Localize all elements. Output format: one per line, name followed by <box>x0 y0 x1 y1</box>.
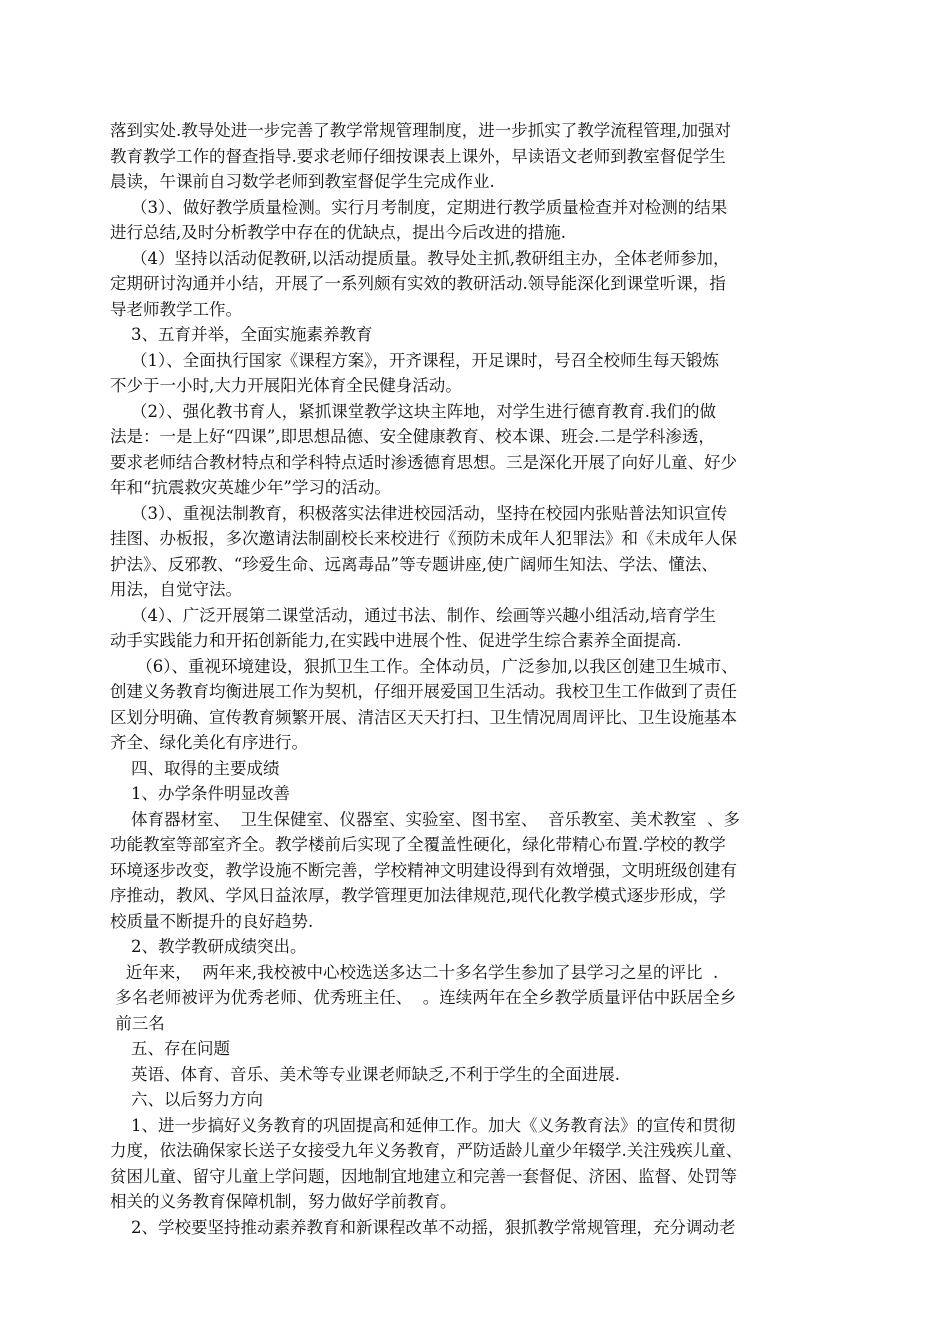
text-line: 区划分明确、宣传教育频繁开展、清洁区天天打扫、卫生情况周周评比、卫生设施基本 <box>110 707 737 727</box>
text-line: 功能教室等部室齐全。教学楼前后实现了全覆盖性硬化，绿化带精心布置.学校的教学 <box>110 835 726 854</box>
text-line: 法是：一是上好“四课”,即思想品德、安全健康教育、校本课、班会.二是学科渗透， <box>110 427 715 446</box>
text-line: 英语、体育、音乐、美术等专业课老师缺乏,不利于学生的全面进展. <box>110 1064 620 1084</box>
text-line: 进行总结,及时分析教学中存在的优缺点，提出今后改进的措施. <box>110 223 566 242</box>
subsection-heading: 2、教学教研成绩突出。 <box>110 937 307 956</box>
text-line: 导老师教学工作。 <box>110 299 242 319</box>
text-line: 年和“抗震救灾英雄少年”学习的活动。 <box>110 478 391 497</box>
text-line: 前三名 <box>110 1013 165 1033</box>
document-page <box>110 118 850 1240</box>
text-line: 要求老师结合教材特点和学科特点适时渗透德育思想。三是深化开展了向好儿童、好少 <box>110 452 737 472</box>
text-line: 晨读，午课前自习数学老师到教室督促学生完成作业. <box>110 172 495 191</box>
text-line: 近年来， 两年来,我校被中心校选送多达二十多名学生参加了县学习之星的评比 . <box>110 962 719 982</box>
text-line: 定期研讨沟通并小结，开展了一系列颇有实效的教研活动.领导能深化到课堂听课，指 <box>110 274 726 293</box>
text-line: 相关的义务教育保障机制，努力做好学前教育。 <box>110 1192 457 1211</box>
text-line: 贫困儿童、留守儿童上学问题，因地制宜地建立和完善一套督促、济困、监督、处罚等 <box>110 1166 737 1186</box>
text-line: （3）、做好教学质量检测。实行月考制度，定期进行教学质量检查并对检测的结果 <box>110 197 728 217</box>
text-line: 校质量不断提升的良好趋势. <box>110 911 314 931</box>
text-line: （3）、重视法制教育，积极落实法律进校园活动，坚持在校园内张贴普法知识宣传 <box>110 503 728 523</box>
section-heading: 3、五育并举，全面实施素养教育 <box>110 325 373 344</box>
text-line: 挂图、办板报，多次邀请法制副校长来校进行《预防未成年人犯罪法》和《未成年人保 <box>110 529 737 548</box>
text-line: （4）、广泛开展第二课堂活动，通过书法、制作、绘画等兴趣小组活动,培育学生 <box>110 605 716 625</box>
text-line: 2、学校要坚持推动素养教育和新课程改革不动摇，狠抓教学常规管理，充分调动老 <box>110 1217 736 1237</box>
text-line: 护法》、反邪教、“珍爱生命、远离毒品”等专题讲座,使广阔师生知法、学法、懂法、 <box>110 554 718 574</box>
text-line: 不少于一小时,大力开展阳光体育全民健身活动。 <box>110 376 462 395</box>
text-line: 1、进一步搞好义务教育的巩固提高和延伸工作。加大《义务教育法》的宣传和贯彻 <box>110 1115 736 1135</box>
section-heading: 五、存在问题 <box>110 1039 230 1058</box>
text-line: （1）、全面执行国家《课程方案》，开齐课程，开足课时，号召全校师生每天锻炼 <box>110 350 719 370</box>
text-line: 动手实践能力和开拓创新能力,在实践中进展个性、促进学生综合素养全面提高. <box>110 631 682 650</box>
text-line: 用法，自觉守法。 <box>110 580 242 599</box>
text-line: （4）坚持以活动促教研,以活动提质量。教导处主抓,教研组主办，全体老师参加， <box>110 248 730 268</box>
text-line: 体育器材室、 卫生保健室、仪器室、实验室、图书室、 音乐教室、美术教室 、多 <box>110 809 740 829</box>
text-line: （6）、重视环境建设，狠抓卫生工作。全体动员，广泛参加,以我区创建卫生城市、 <box>110 656 738 676</box>
text-line: 环境逐步改变，教学设施不断完善，学校精神文明建设得到有效增强，文明班级创建有 <box>110 860 737 880</box>
text-line: 教育教学工作的督查指导.要求老师仔细按课表上课外，早读语文老师到教室督促学生 <box>110 146 726 166</box>
section-heading: 四、取得的主要成绩 <box>110 758 280 778</box>
text-line: 多名老师被评为优秀老师、优秀班主任、 。连续两年在全乡教学质量评估中跃居全乡 <box>110 988 737 1007</box>
text-line: 序推动，教风、学风日益浓厚，教学管理更加法律规范,现代化教学模式逐步形成，学 <box>110 886 726 905</box>
text-line: 创建义务教育均衡进展工作为契机，仔细开展爱国卫生活动。我校卫生工作做到了责任 <box>110 682 737 701</box>
text-line: 齐全、绿化美化有序进行。 <box>110 733 308 752</box>
text-line: 落到实处.教导处进一步完善了教学常规管理制度，进一步抓实了教学流程管理,加强对 <box>110 121 731 140</box>
text-line: 力度，依法确保家长送子女接受九年义务教育，严防适龄儿童少年辍学.关注残疾儿童、 <box>110 1141 743 1160</box>
section-heading: 六、以后努力方向 <box>110 1090 263 1109</box>
subsection-heading: 1、办学条件明显改善 <box>110 784 290 803</box>
text-line: （2）、强化教书育人，紧抓课堂教学这块主阵地，对学生进行德育教育.我们的做 <box>110 401 716 421</box>
